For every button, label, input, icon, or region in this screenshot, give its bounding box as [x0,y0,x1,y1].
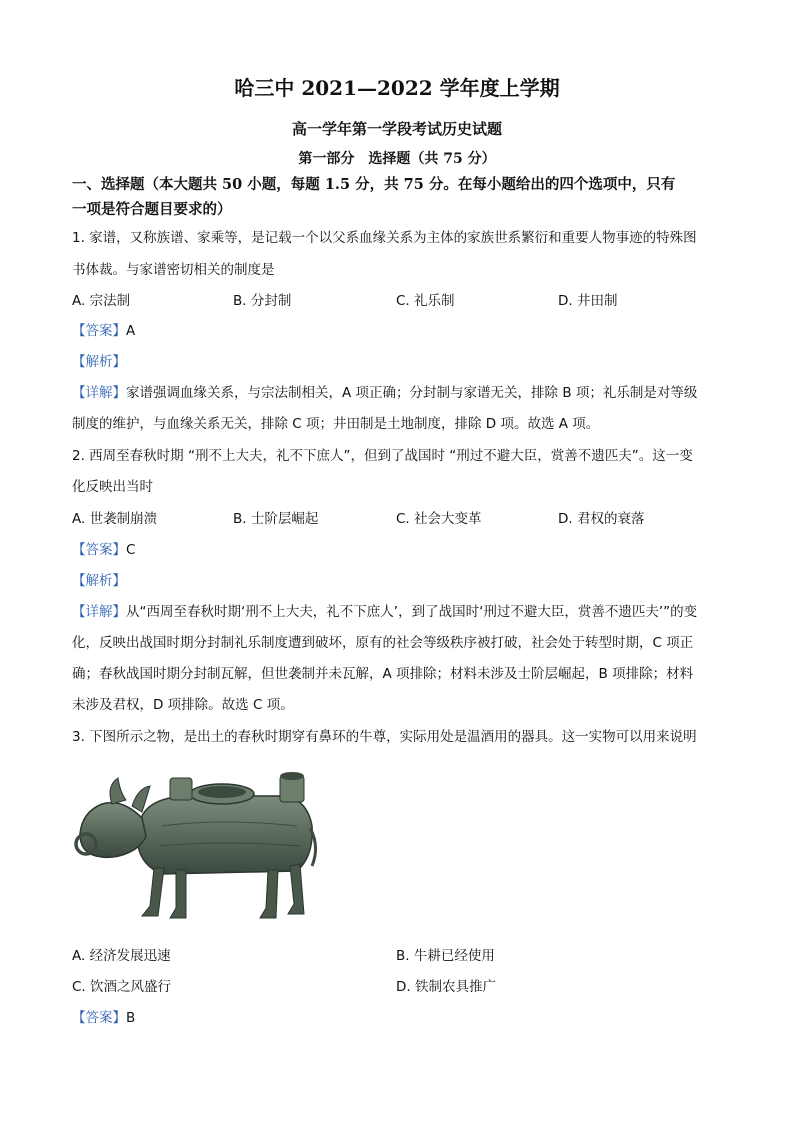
q1-option-d: D. 井田制 [558,293,618,309]
exam-title: 哈三中 2021—2022 学年度上学期 [234,76,560,100]
q1-stem-line2: 书体裁。与家谱密切相关的制度是 [72,262,275,278]
q2-option-a: A. 世袭制崩溃 [72,511,158,527]
q3-option-c: C. 饮酒之风盛行 [72,979,172,995]
q3-option-a: A. 经济发展迅速 [72,948,171,964]
q1-detail-line1: 【详解】家谱强调血缘关系，与宗法制相关，A 项正确；分封制与家谱无关，排除 B 项；礼乐制是对等级 [72,385,698,401]
q1-answer: 【答案】A [72,323,136,339]
q2-answer: 【答案】C [72,542,136,558]
q1-stem-line1: 1. 家谱，又称族谱、家乘等，是记载一个以父系血缘关系为主体的家族世系繁衍和重要人物事迹的特殊图 [72,230,697,246]
q3-option-d: D. 铁制农具推广 [396,979,496,995]
part-heading: 第一部分 选择题（共 75 分） [298,151,496,167]
q2-stem-line2: 化反映出当时 [72,479,153,495]
q2-detail-line4: 未涉及君权，D 项排除。故选 C 项。 [72,697,294,713]
q2-option-b: B. 士阶层崛起 [233,511,319,527]
q1-option-b: B. 分封制 [233,293,292,309]
q2-detail-line2: 化，反映出战国时期分封制礼乐制度遭到破坏，原有的社会等级秩序被打破，社会处于转型时期，C 项正 [72,635,694,651]
q2-option-c: C. 社会大变革 [396,511,482,527]
q2-detail-line1: 【详解】从“西周至春秋时期‘刑不上大夫，礼不下庶人’，到了战国时‘刑过不避大臣，赏善不遗匹夫’”的变 [72,604,698,620]
q2-detail-line3: 确；春秋战国时期分封制瓦解，但世袭制并未瓦解，A 项排除；材料未涉及士阶层崛起，B 项排除；材料 [72,666,694,682]
q1-option-c: C. 礼乐制 [396,293,455,309]
q3-answer: 【答案】B [72,1010,136,1026]
section-instruction-line2: 一项是符合题目要求的） [72,201,232,218]
q3-stem-line1: 3. 下图所示之物，是出土的春秋时期穿有鼻环的牛尊，实际用处是温酒用的器具。这一实物可以用来说明 [72,729,697,745]
q1-detail-line2: 制度的维护，与血缘关系无关，排除 C 项；井田制是土地制度，排除 D 项。故选 A 项。 [72,416,600,432]
q2-stem-line1: 2. 西周至春秋时期 “刑不上大夫，礼不下庶人”，但到了战国时 “刑过不避大臣，赏善不遗匹夫”。这一变 [72,448,693,464]
q2-analysis-label: 【解析】 [72,573,126,589]
bronze-ox-zun-image [72,756,320,928]
q1-analysis-label: 【解析】 [72,354,126,370]
q2-option-d: D. 君权的衰落 [558,511,645,527]
section-instruction-line1: 一、选择题（本大题共 50 小题，每题 1.5 分，共 75 分。在每小题给出的四个选项中，只有 [72,176,676,193]
exam-subtitle: 高一学年第一学段考试历史试题 [291,120,502,138]
q3-option-b: B. 牛耕已经使用 [396,948,495,964]
q1-option-a: A. 宗法制 [72,293,131,309]
